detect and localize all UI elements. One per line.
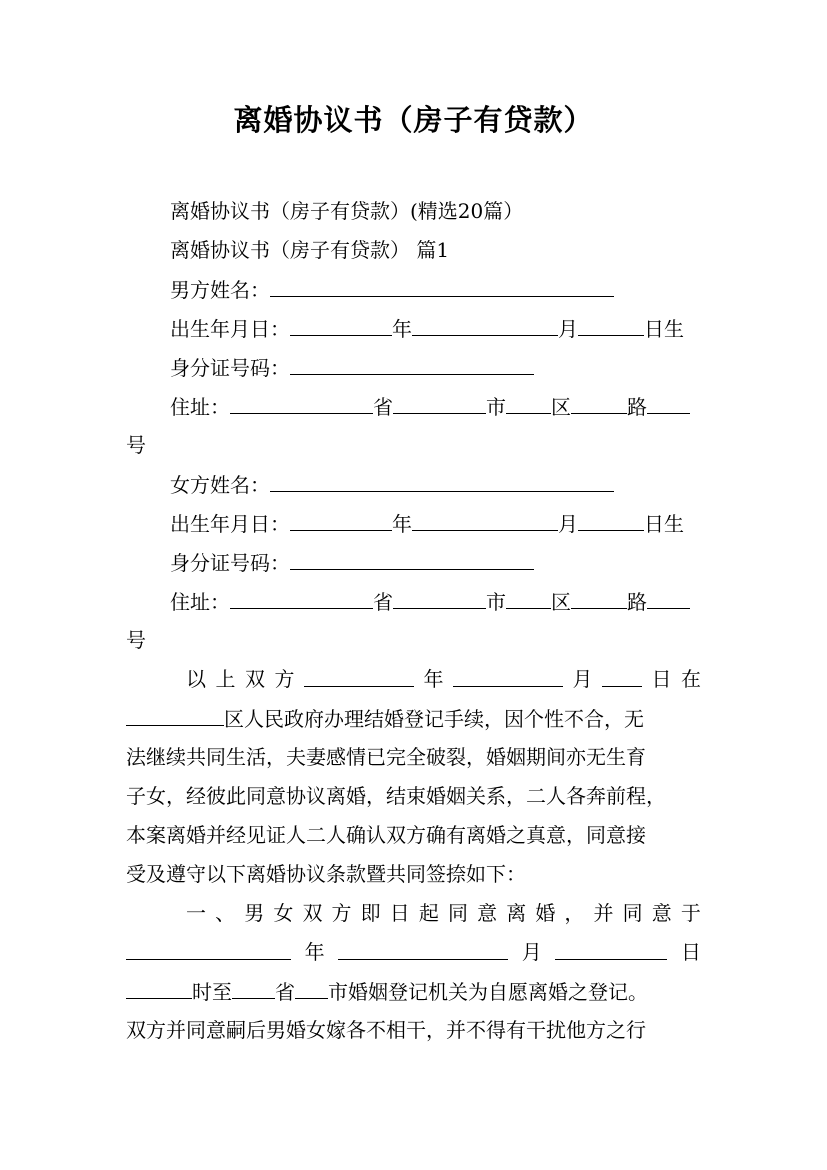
para1-char: 上: [215, 667, 236, 691]
male-number-blank: [647, 387, 690, 414]
para1-char: 以: [186, 667, 206, 691]
section-heading: 离婚协议书（房子有贷款） 篇1: [170, 238, 450, 262]
clause1-char: 一: [186, 901, 206, 925]
female-city-blank: [393, 582, 486, 609]
clause1-line1: [186, 894, 701, 932]
female-address-row: [170, 582, 690, 620]
female-road: 路: [627, 590, 647, 614]
male-road-blank: [571, 387, 627, 414]
para1-line2-text: 区人民政府办理结婚登记手续，因个性不合，无: [224, 707, 644, 731]
para1-char: 方: [274, 667, 295, 691]
male-number-row: 号: [126, 433, 146, 457]
male-id-row: [170, 348, 534, 386]
para1-year-blank: [304, 660, 414, 687]
female-birth-day: 日生: [644, 512, 684, 536]
male-birth-month: 月: [558, 317, 578, 341]
male-name-row: [170, 270, 614, 308]
clause1-char: 男: [244, 901, 265, 925]
male-birth-month-blank: [412, 309, 558, 336]
female-birth-year: 年: [392, 512, 412, 536]
clause1-day-blank: [555, 933, 667, 960]
clause1-month-blank: [338, 933, 508, 960]
clause1-char: 方: [331, 901, 352, 925]
male-name-label: 男方姓名：: [170, 278, 270, 302]
female-birth-month-blank: [412, 504, 558, 531]
clause1-char: 、: [215, 901, 236, 925]
clause1-hour-blank: [126, 972, 192, 999]
male-city: 市: [486, 395, 506, 419]
para1-month: 月: [572, 667, 593, 691]
para1-line5: 本案离婚并经见证人二人确认双方确有离婚之真意，同意接: [126, 823, 646, 847]
female-district-blank: [506, 582, 551, 609]
clause1-province-blank: [232, 972, 275, 999]
para1-district-blank: [126, 699, 224, 726]
male-district-blank: [506, 387, 551, 414]
male-birth-row: [170, 309, 684, 347]
clause1-city-blank: [295, 972, 328, 999]
male-birth-year: 年: [392, 317, 412, 341]
female-address-label: 住址：: [170, 590, 230, 614]
document-title: 离婚协议书（房子有贷款）: [233, 103, 594, 137]
female-name-label: 女方姓名：: [170, 473, 270, 497]
male-birth-day-blank: [578, 309, 644, 336]
male-province-blank: [230, 387, 373, 414]
male-city-blank: [393, 387, 486, 414]
clause1-year-blank: [126, 933, 291, 960]
female-birth-month: 月: [558, 512, 578, 536]
male-name-blank: [270, 270, 614, 297]
para1-line4: 子女，经彼此同意协议离婚，结束婚姻关系，二人各奔前程，: [126, 784, 666, 808]
clause1-char: ，: [564, 901, 585, 925]
para1-day: 日: [651, 667, 672, 691]
clause1-line2: [126, 933, 701, 971]
clause1-line3-text: 市婚姻登记机关为自愿离婚之登记。: [328, 980, 648, 1004]
clause1-char: 意: [477, 901, 498, 925]
clause1-char: 即: [360, 901, 381, 925]
female-birth-day-blank: [578, 504, 644, 531]
subtitle: 离婚协议书（房子有贷款）(精选20篇）: [170, 199, 524, 223]
clause1-char: 起: [418, 901, 439, 925]
clause1-char: 并: [593, 901, 614, 925]
para1-year: 年: [423, 667, 444, 691]
clause1-day: 日: [680, 940, 701, 964]
clause1-char: 婚: [535, 901, 556, 925]
clause1-line3: [126, 972, 648, 1010]
para1-char: 在: [681, 667, 701, 691]
female-province-blank: [230, 582, 373, 609]
female-id-row: [170, 543, 534, 581]
clause1-char: 意: [651, 901, 672, 925]
male-province: 省: [373, 395, 393, 419]
clause1-char: 同: [447, 901, 468, 925]
clause1-char: 女: [273, 901, 294, 925]
female-name-row: [170, 465, 614, 503]
male-address-label: 住址：: [170, 395, 230, 419]
female-name-blank: [270, 465, 614, 492]
clause1-line4: 双方并同意嗣后男婚女嫁各不相干，并不得有干扰他方之行: [126, 1018, 646, 1042]
female-number-blank: [647, 582, 690, 609]
male-road: 路: [627, 395, 647, 419]
female-id-blank: [290, 543, 534, 570]
female-birth-label: 出生年月日：: [170, 512, 290, 536]
male-district: 区: [551, 395, 571, 419]
female-birth-row: [170, 504, 684, 542]
para1-line3: 法继续共同生活，夫妻感情已完全破裂，婚姻期间亦无生育: [126, 745, 646, 769]
clause1-char: 于: [680, 901, 701, 925]
clause1-province: 省: [275, 980, 295, 1004]
clause1-month: 月: [521, 940, 542, 964]
male-id-label: 身分证号码：: [170, 356, 290, 380]
male-birth-year-blank: [290, 309, 392, 336]
male-address-row: [170, 387, 690, 425]
female-number-row: 号: [126, 628, 146, 652]
para1-line6: 受及遵守以下离婚协议条款暨共同签捺如下：: [126, 862, 526, 886]
clause1-time: 时至: [192, 980, 232, 1004]
female-province: 省: [373, 590, 393, 614]
female-birth-year-blank: [290, 504, 392, 531]
female-district: 区: [551, 590, 571, 614]
clause1-year: 年: [304, 940, 325, 964]
para1-day-blank: [602, 660, 642, 687]
female-id-label: 身分证号码：: [170, 551, 290, 575]
female-city: 市: [486, 590, 506, 614]
female-road-blank: [571, 582, 627, 609]
male-birth-day: 日生: [644, 317, 684, 341]
para1-line2: [126, 699, 644, 737]
male-id-blank: [290, 348, 534, 375]
clause1-char: 离: [506, 901, 527, 925]
clause1-char: 双: [302, 901, 323, 925]
clause1-char: 日: [389, 901, 410, 925]
para1-month-blank: [453, 660, 563, 687]
para1-line1: [186, 660, 701, 698]
para1-char: 双: [245, 667, 265, 691]
clause1-char: 同: [622, 901, 643, 925]
male-birth-label: 出生年月日：: [170, 317, 290, 341]
